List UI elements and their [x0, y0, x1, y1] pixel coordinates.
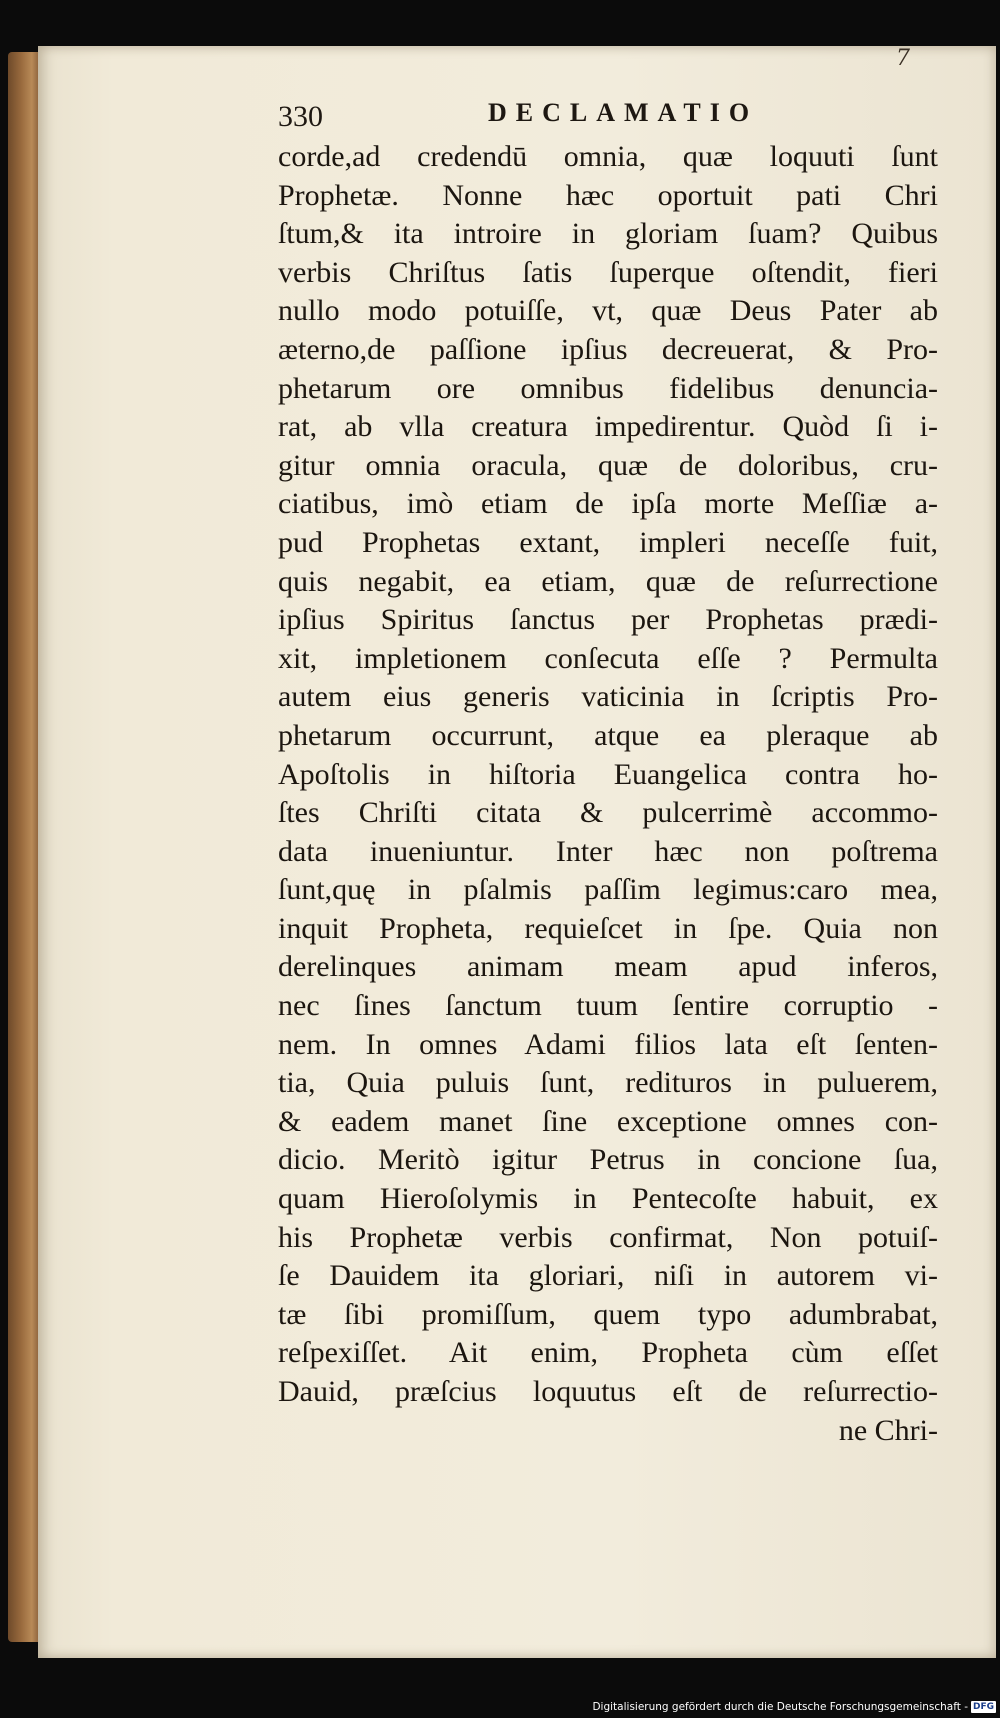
body-text — [278, 138, 938, 1450]
text-line: inquit Propheta, requieſcet in ſpe. Quia non — [278, 911, 938, 945]
text-line: Dauid, præſcius loquutus eſt de reſurrectio- — [278, 1375, 938, 1408]
text-line: ſtes Chriſti citata & pulcerrimè accommo- — [278, 796, 938, 830]
text-line: autem eius generis vaticinia in ſcriptis Pro- — [278, 680, 938, 714]
text-line: xit, impletionem conſecuta eſſe ? Permulta — [278, 641, 938, 675]
text-line: ciatibus, imò etiam de ipſa morte Meſſiæ a- — [278, 487, 938, 521]
footer-credit: Digitalisierung gefördert durch die Deutsche Forschungsgemeinschaft - — [592, 1701, 968, 1713]
text-line: rat, ab vlla creatura impedirentur. Quòd ſi i- — [278, 410, 938, 444]
text-line: ſtum,& ita introire in gloriam ſuam? Quibus — [278, 217, 938, 251]
running-head: DECLAMATIO — [488, 98, 759, 127]
text-line: quam Hieroſolymis in Pentecoſte habuit, ex — [278, 1182, 938, 1216]
text-line: ne Chri- — [838, 1413, 938, 1447]
text-line: pud Prophetas extant, impleri neceſſe fuit, — [278, 525, 938, 559]
text-line: data inueniuntur. Inter hæc non poſtrema — [278, 834, 938, 868]
text-line: verbis Chriſtus ſatis ſuperque oſtendit, fieri — [278, 255, 938, 289]
text-line: & eadem manet ſine exceptione omnes con- — [278, 1104, 938, 1138]
text-line: corde,ad credendū omnia, quæ loquuti ſunt — [278, 140, 938, 173]
text-line: nullo modo potuiſſe, vt, quæ Deus Pater ab — [278, 294, 938, 328]
text-line: phetarum ore omnibus fidelibus denuncia- — [278, 371, 938, 405]
corner-mark: 7 — [896, 46, 910, 71]
text-line: nec ſines ſanctum tuum ſentire corruptio - — [278, 989, 938, 1023]
text-line: derelinques animam meam apud inferos, — [278, 950, 938, 984]
text-line: ſe Dauidem ita gloriari, niſi in autorem vi- — [278, 1259, 938, 1293]
book-fore-edge — [8, 52, 42, 1642]
text-line: phetarum occurrunt, atque ea pleraque ab — [278, 718, 938, 752]
text-line: quis negabit, ea etiam, quæ de reſurrectione — [278, 564, 938, 598]
text-line: ipſius Spiritus ſanctus per Prophetas prædi- — [278, 603, 938, 637]
text-line: his Prophetæ verbis confirmat, Non potuiſ- — [278, 1220, 938, 1254]
text-line: Prophetæ. Nonne hæc oportuit pati Chri — [278, 178, 938, 212]
text-line: reſpexiſſet. Ait enim, Propheta cùm eſſet — [278, 1336, 938, 1370]
text-line: tia, Quia puluis ſunt, redituros in puluerem, — [278, 1066, 938, 1100]
text-line: ſunt,quę in pſalmis paſſim legimus:caro mea, — [278, 873, 938, 907]
text-line: Apoſtolis in hiſtoria Euangelica contra ho- — [278, 757, 938, 791]
digitization-footer — [592, 1700, 996, 1714]
text-line: tæ ſibi promiſſum, quem typo adumbrabat, — [278, 1297, 938, 1331]
page-header — [278, 92, 978, 133]
text-line: dicio. Meritò igitur Petrus in concione ſua, — [278, 1143, 938, 1177]
dfg-logo: DFG — [972, 1702, 994, 1712]
text-line: gitur omnia oracula, quæ de doloribus, cru- — [278, 448, 938, 482]
text-line: nem. In omnes Adami filios lata eſt ſenten- — [278, 1027, 938, 1061]
page-number: 330 — [278, 100, 323, 133]
text-line: æterno,de paſſione ipſius decreuerat, & Pro- — [278, 332, 938, 366]
